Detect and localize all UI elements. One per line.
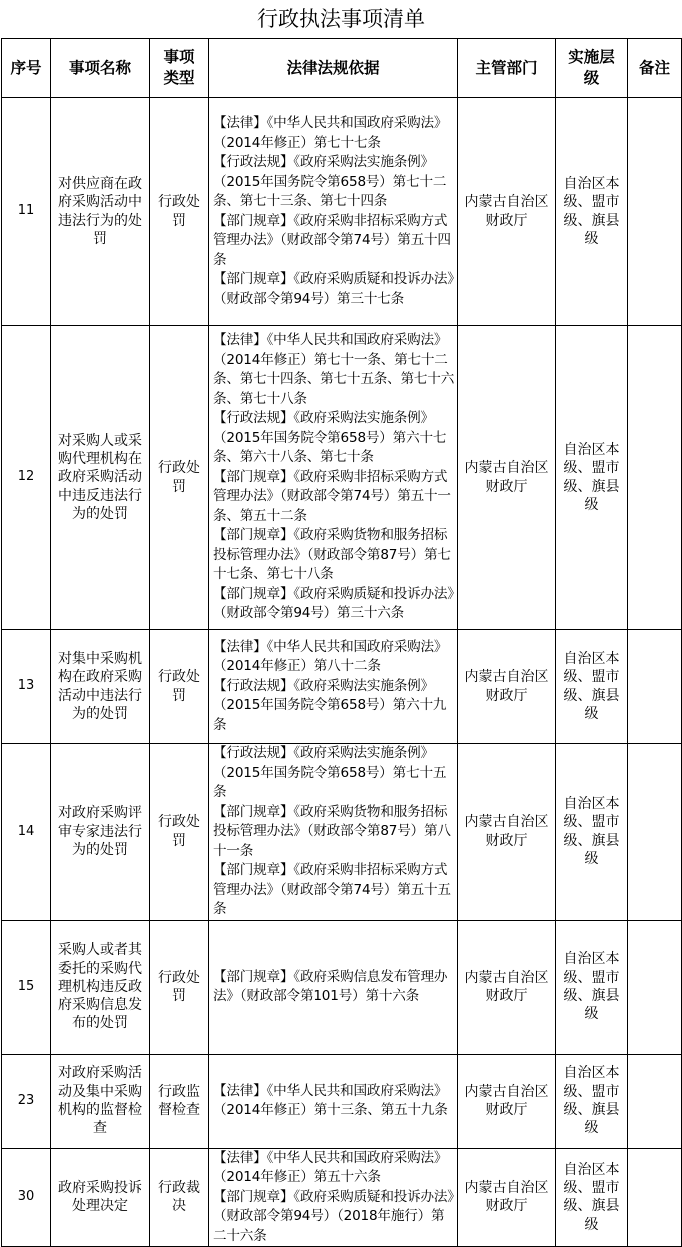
note-cell <box>628 98 682 326</box>
header-basis: 法律法规依据 <box>209 39 458 98</box>
item-type-cell: 行政处罚 <box>150 98 209 326</box>
dept-cell: 内蒙古自治区财政厅 <box>458 630 556 744</box>
table-row <box>2 744 682 921</box>
legal-basis-cell: 【法律】《中华人民共和国政府采购法》（2014年修正）第七十七条 【行政法规】《政府采购法实施条例》（2015年国务院令第658号）第七十二条、第七十三条、第七十四条 【部门规章】《政府采购非招标采购方式管理办法》（财政部令第74号）第五十四条 【部门规章】《政府采购质疑和投诉办法》（财政部令第94号）第三十七条 <box>209 98 458 326</box>
item-type-cell: 行政处罚 <box>150 326 209 630</box>
header-name: 事项名称 <box>51 39 150 98</box>
note-cell <box>628 1148 682 1247</box>
header-level: 实施层级 <box>556 39 628 98</box>
dept-cell: 内蒙古自治区财政厅 <box>458 920 556 1054</box>
seq-cell: 30 <box>2 1148 51 1247</box>
header-row <box>2 39 682 98</box>
seq-cell: 12 <box>2 326 51 630</box>
note-cell <box>628 630 682 744</box>
table-row <box>2 1148 682 1247</box>
level-cell: 自治区本级、盟市级、旗县级 <box>556 1148 628 1247</box>
item-name-cell: 对集中采购机构在政府采购活动中违法行为的处罚 <box>51 630 150 744</box>
header-dept: 主管部门 <box>458 39 556 98</box>
level-cell: 自治区本级、盟市级、旗县级 <box>556 744 628 921</box>
legal-basis-cell: 【行政法规】《政府采购法实施条例》（2015年国务院令第658号）第七十五条 【部门规章】《政府采购货物和服务招标投标管理办法》（财政部令第87号）第八十一条 【部门规章】《政府采购非招标采购方式管理办法》（财政部令第74号）第五十五条 <box>209 744 458 921</box>
seq-cell: 23 <box>2 1054 51 1148</box>
level-cell: 自治区本级、盟市级、旗县级 <box>556 630 628 744</box>
seq-cell: 13 <box>2 630 51 744</box>
header-type: 事项类型 <box>150 39 209 98</box>
legal-basis-cell: 【法律】《中华人民共和国政府采购法》（2014年修正）第七十一条、第七十二条、第七十四条、第七十五条、第七十六条、第七十八条 【行政法规】《政府采购法实施条例》（2015年国务院令第658号）第六十七条、第六十八条、第七十条 【部门规章】《政府采购非招标采购方式管理办法》（财政部令第74号）第五十一条、第五十二条 【部门规章】《政府采购货物和服务招标投标管理办法》（财政部令第87号）第七十七条、第七十八条 【部门规章】《政府采购质疑和投诉办法》（财政部令第94号）第三十六条 <box>209 326 458 630</box>
dept-cell: 内蒙古自治区财政厅 <box>458 1148 556 1247</box>
note-cell <box>628 326 682 630</box>
item-name-cell: 对采购人或采购代理机构在政府采购活动中违反违法行为的处罚 <box>51 326 150 630</box>
seq-cell: 11 <box>2 98 51 326</box>
table-row <box>2 920 682 1054</box>
item-name-cell: 采购人或者其委托的采购代理机构违反政府采购信息发布的处罚 <box>51 920 150 1054</box>
item-name-cell: 政府采购投诉处理决定 <box>51 1148 150 1247</box>
item-type-cell: 行政处罚 <box>150 630 209 744</box>
note-cell <box>628 744 682 921</box>
enforcement-table <box>1 38 682 1247</box>
header-note: 备注 <box>628 39 682 98</box>
table-row <box>2 1054 682 1148</box>
legal-basis-cell: 【法律】《中华人民共和国政府采购法》（2014年修正）第八十二条 【行政法规】《政府采购法实施条例》（2015年国务院令第658号）第六十九条 <box>209 630 458 744</box>
legal-basis-cell: 【法律】《中华人民共和国政府采购法》（2014年修正）第五十六条 【部门规章】《政府采购质疑和投诉办法》（财政部令第94号）（2018年施行）第二十六条 <box>209 1148 458 1247</box>
table-row <box>2 98 682 326</box>
item-name-cell: 对政府采购评审专家违法行为的处罚 <box>51 744 150 921</box>
legal-basis-cell: 【法律】《中华人民共和国政府采购法》（2014年修正）第十三条、第五十九条 <box>209 1054 458 1148</box>
dept-cell: 内蒙古自治区财政厅 <box>458 1054 556 1148</box>
item-type-cell: 行政处罚 <box>150 744 209 921</box>
item-name-cell: 对政府采购活动及集中采购机构的监督检查 <box>51 1054 150 1148</box>
note-cell <box>628 920 682 1054</box>
dept-cell: 内蒙古自治区财政厅 <box>458 744 556 921</box>
table-row <box>2 326 682 630</box>
dept-cell: 内蒙古自治区财政厅 <box>458 326 556 630</box>
level-cell: 自治区本级、盟市级、旗县级 <box>556 326 628 630</box>
page-title: 行政执法事项清单 <box>257 7 425 31</box>
seq-cell: 15 <box>2 920 51 1054</box>
level-cell: 自治区本级、盟市级、旗县级 <box>556 98 628 326</box>
item-type-cell: 行政处罚 <box>150 920 209 1054</box>
legal-basis-cell: 【部门规章】《政府采购信息发布管理办法》（财政部令第101号）第十六条 <box>209 920 458 1054</box>
item-type-cell: 行政裁决 <box>150 1148 209 1247</box>
level-cell: 自治区本级、盟市级、旗县级 <box>556 1054 628 1148</box>
table-row <box>2 630 682 744</box>
item-name-cell: 对供应商在政府采购活动中违法行为的处罚 <box>51 98 150 326</box>
item-type-cell: 行政监督检查 <box>150 1054 209 1148</box>
note-cell <box>628 1054 682 1148</box>
level-cell: 自治区本级、盟市级、旗县级 <box>556 920 628 1054</box>
seq-cell: 14 <box>2 744 51 921</box>
header-seq: 序号 <box>2 39 51 98</box>
dept-cell: 内蒙古自治区财政厅 <box>458 98 556 326</box>
